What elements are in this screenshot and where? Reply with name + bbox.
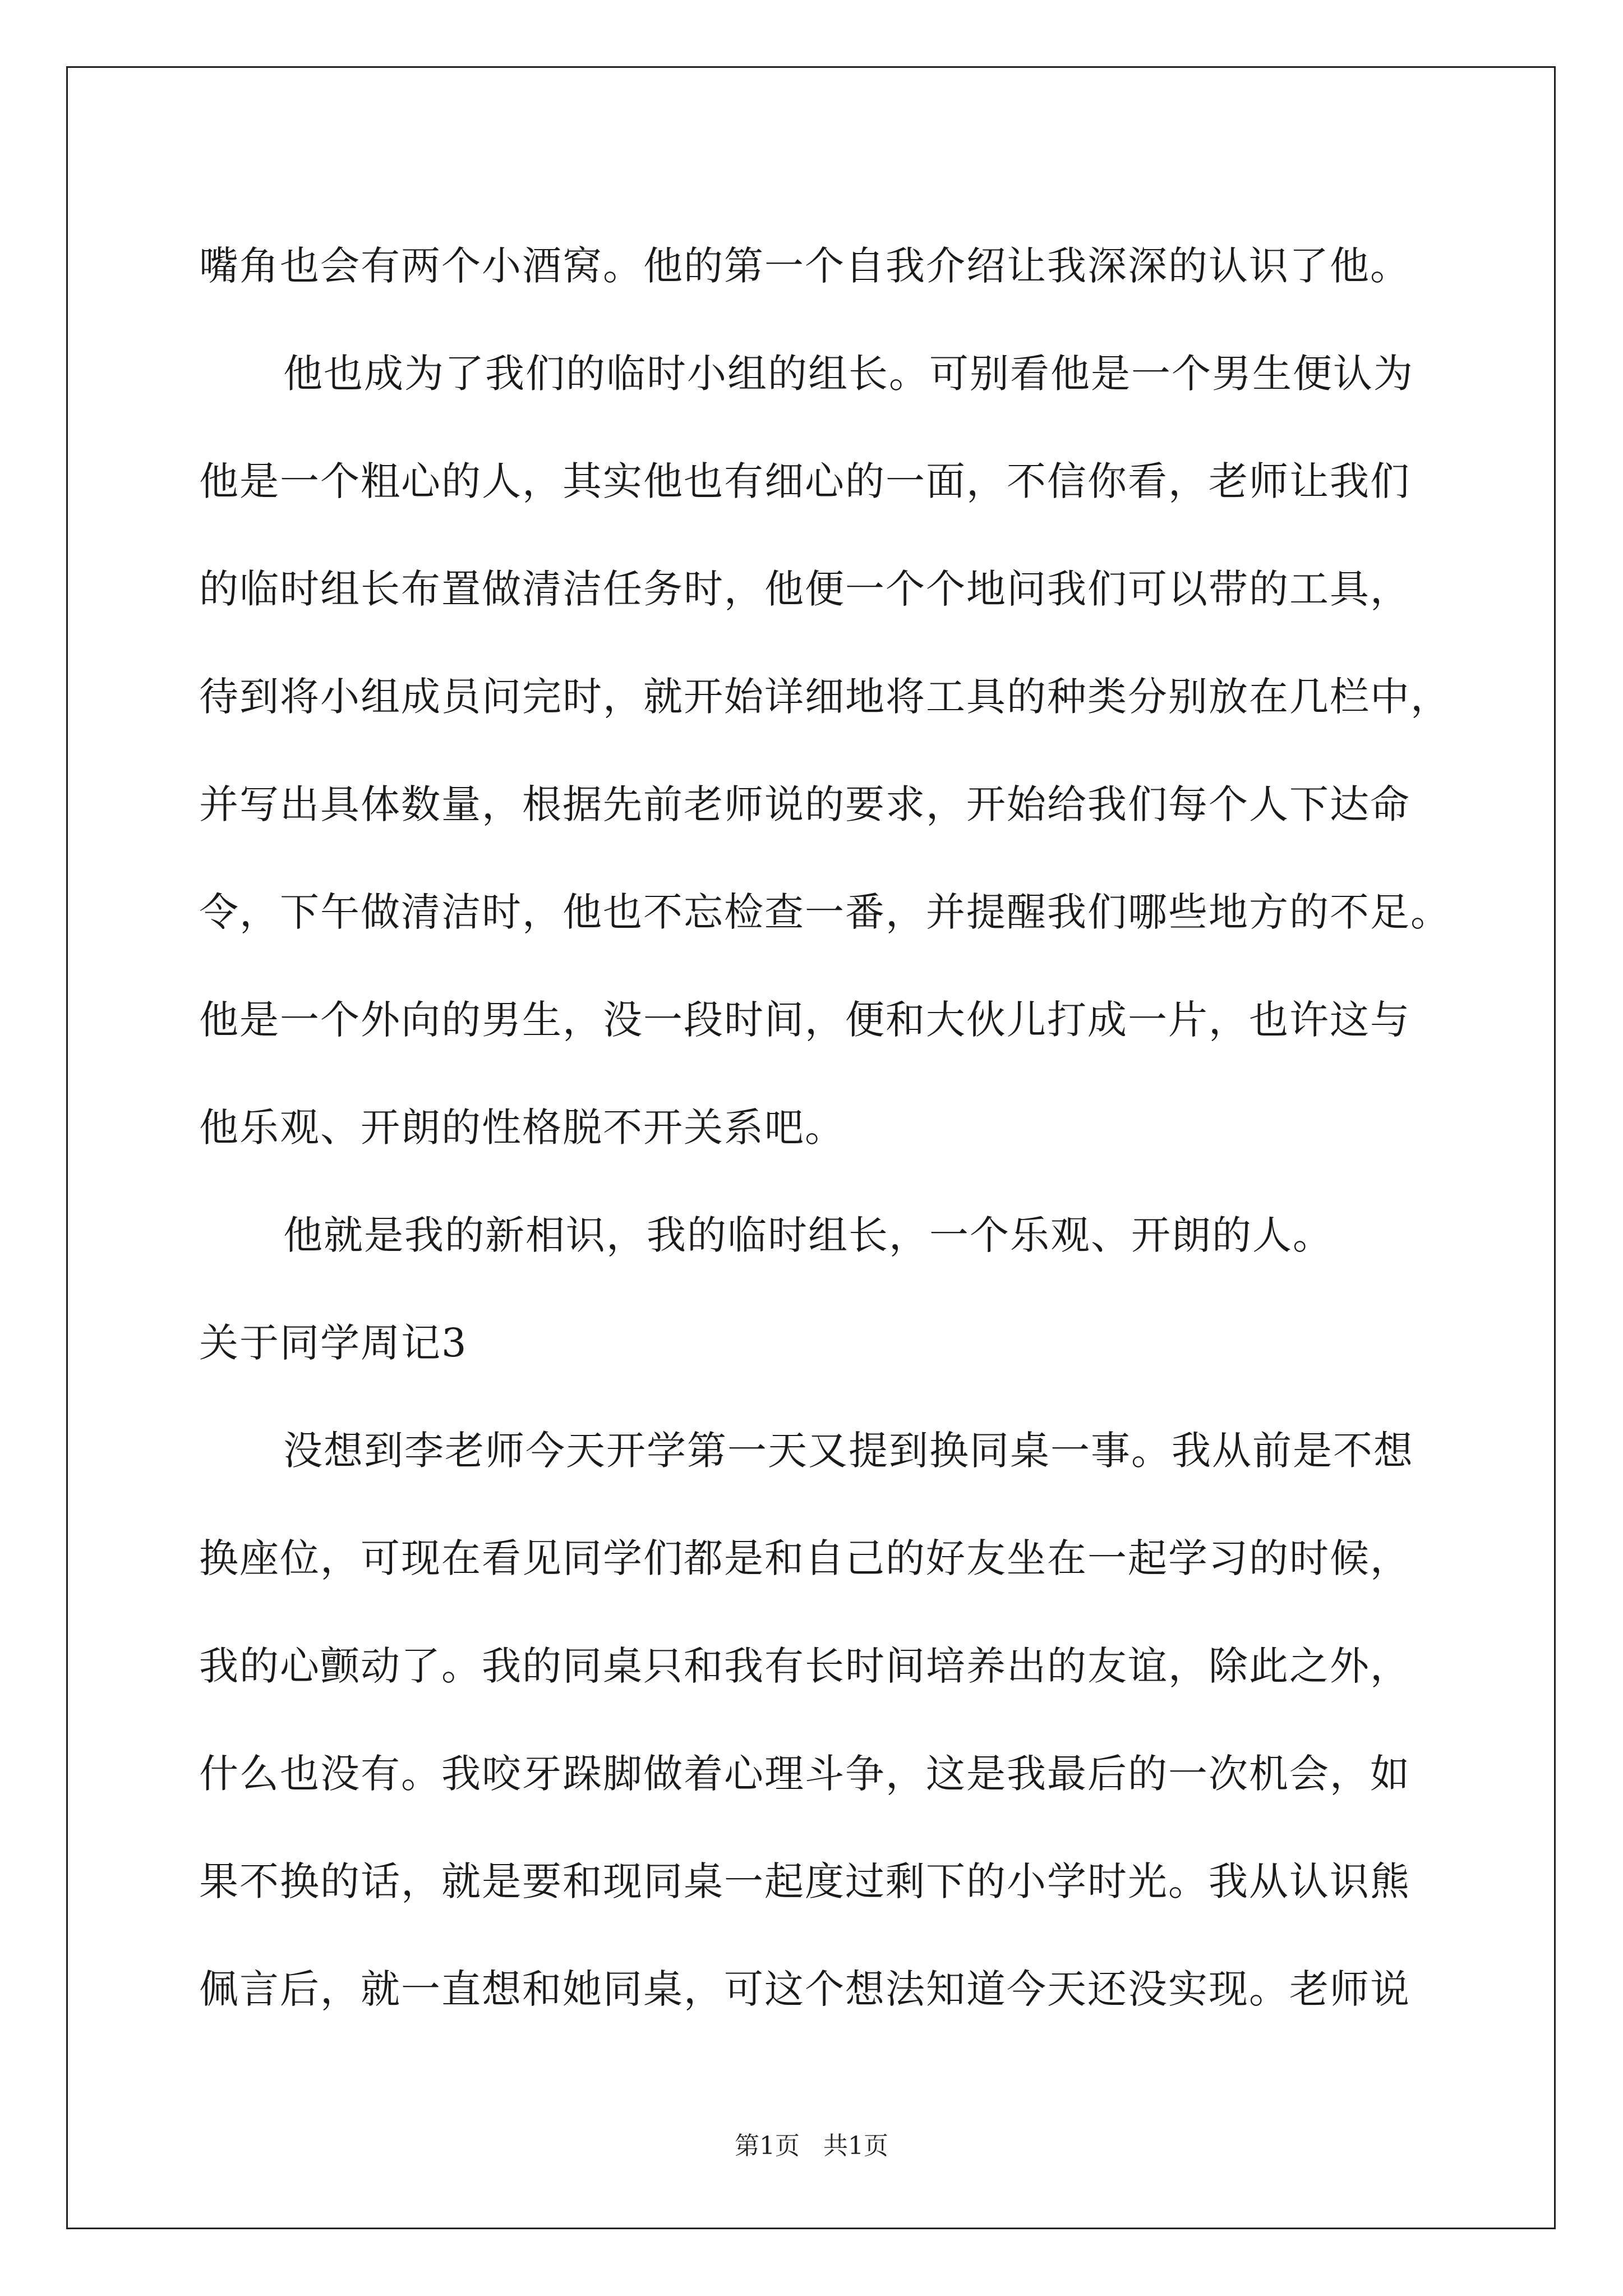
text-line: 佩言后，就一直想和她同桌，可这个想法知道今天还没实现。老师说 bbox=[199, 1966, 1410, 2012]
text-line: 他是一个外向的男生，没一段时间，便和大伙儿打成一片，也许这与 bbox=[199, 997, 1410, 1043]
paragraph-start: 他也成为了我们的临时小组的组长。可别看他是一个男生便认为 bbox=[283, 351, 1414, 397]
text-line: 的临时组长布置做清洁任务时，他便一个个地问我们可以带的工具， bbox=[199, 566, 1410, 612]
paragraph-start: 他就是我的新相识，我的临时组长，一个乐观、开朗的人。 bbox=[283, 1212, 1333, 1258]
text-line: 他乐观、开朗的性格脱不开关系吧。 bbox=[199, 1105, 845, 1151]
text-line: 我的心颤动了。我的同桌只和我有长时间培养出的友谊，除此之外， bbox=[199, 1643, 1410, 1689]
document-body bbox=[199, 212, 1455, 2043]
text-line: 令，下午做清洁时，他也不忘检查一番，并提醒我们哪些地方的不足。 bbox=[199, 889, 1451, 935]
section-heading: 关于同学周记3 bbox=[199, 1320, 468, 1366]
text-line: 什么也没有。我咬牙跺脚做着心理斗争，这是我最后的一次机会，如 bbox=[199, 1751, 1410, 1797]
text-line: 嘴角也会有两个小酒窝。他的第一个自我介绍让我深深的认识了他。 bbox=[199, 243, 1410, 289]
text-line: 并写出具体数量，根据先前老师说的要求，开始给我们每个人下达命 bbox=[199, 781, 1410, 827]
text-line: 果不换的话，就是要和现同桌一起度过剩下的小学时光。我从认识熊 bbox=[199, 1858, 1410, 1904]
paragraph-start: 没想到李老师今天开学第一天又提到换同桌一事。我从前是不想 bbox=[283, 1428, 1414, 1474]
text-line: 换座位，可现在看见同学们都是和自己的好友坐在一起学习的时候， bbox=[199, 1535, 1410, 1581]
text-line: 他是一个粗心的人，其实他也有细心的一面，不信你看，老师让我们 bbox=[199, 458, 1410, 504]
text-line: 待到将小组成员问完时，就开始详细地将工具的种类分别放在几栏中， bbox=[199, 674, 1451, 720]
page-footer: 第1页 共1页 bbox=[735, 2132, 888, 2160]
